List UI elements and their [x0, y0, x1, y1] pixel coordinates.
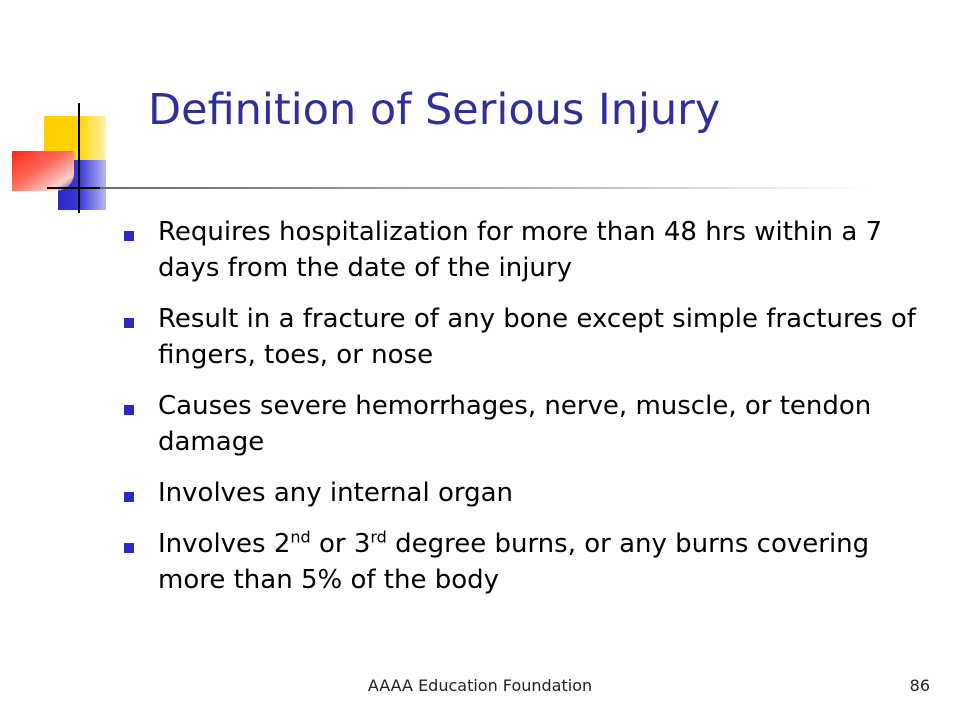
footer-text: AAAA Education Foundation: [367, 676, 593, 695]
vertical-line-decoration: [78, 103, 80, 213]
bullet-item: [124, 301, 934, 373]
bullet-item: [124, 388, 934, 460]
title-underline-rule: [100, 187, 870, 189]
bullet-text: Involves 2nd or 3rd degree burns, or any burns covering more than 5% of the body: [158, 527, 870, 595]
bullet-text: Result in a fracture of any bone except simple fractures of fingers, toes, or nose: [158, 304, 916, 370]
bullet-text: Involves any internal organ: [158, 478, 513, 508]
bullet-item: [124, 526, 934, 598]
bullet-item: [124, 214, 934, 286]
square-bullet-icon: [124, 231, 134, 241]
square-bullet-icon: [124, 543, 134, 553]
corner-logo-decoration: [0, 0, 140, 230]
square-bullet-icon: [124, 318, 134, 328]
bullet-text: Requires hospitalization for more than 48 hrs within a 7 days from the date of the injury: [158, 217, 883, 283]
horizontal-line-decoration: [47, 187, 107, 189]
bullet-text: Causes severe hemorrhages, nerve, muscle, or tendon damage: [158, 391, 872, 457]
page-number: 86: [909, 676, 930, 695]
superscript-nd: nd: [290, 527, 311, 547]
red-square-decoration: [12, 151, 74, 191]
square-bullet-icon: [124, 492, 134, 502]
superscript-rd: rd: [370, 527, 387, 547]
bullet-item: [124, 475, 934, 511]
square-bullet-icon: [124, 405, 134, 415]
bullet-list: [124, 214, 934, 613]
slide-title: Definition of Serious Injury: [148, 85, 721, 135]
